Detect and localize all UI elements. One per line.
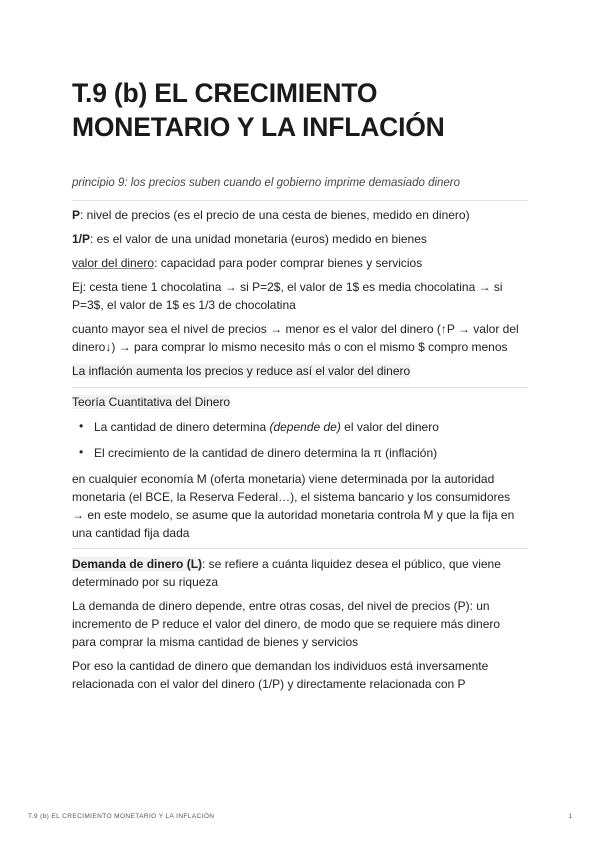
- economy-paragraph: [72, 470, 532, 542]
- example-paragraph: [72, 278, 532, 314]
- bullet-1-text: La cantidad de dinero determina: [94, 420, 270, 434]
- page-title: [72, 76, 542, 144]
- demand-line-1: [72, 555, 532, 573]
- demand-dependency-line-1: La demanda de dinero depende, entre otras cosas, del nivel de precios (P): un: [72, 599, 490, 613]
- divider: [72, 548, 528, 549]
- page-number: 1: [568, 813, 572, 820]
- inverse-p-definition-text: : es el valor de una unidad monetaria (euros) medido en bienes: [90, 232, 427, 246]
- economy-line-3: → en este modelo, se asume que la autoridad monetaria controla M y que la fija en: [72, 508, 515, 522]
- bullet-item-1: [94, 418, 524, 436]
- bullet-dot: •: [79, 445, 84, 459]
- bullet-dot: •: [79, 419, 84, 433]
- principle-text: : los precios suben cuando el gobierno imprime demasiado dinero: [124, 177, 461, 189]
- economy-line-2: monetaria (el BCE, la Reserva Federal…), el sistema bancario y los consumidores: [72, 490, 511, 504]
- money-value-definition: [72, 254, 532, 272]
- divider: [72, 387, 528, 388]
- money-value-term: valor del dinero: [72, 256, 155, 270]
- p-definition: [72, 206, 532, 224]
- higher-price-paragraph: [72, 320, 532, 356]
- higher-price-line-1: cuanto mayor sea el nivel de precios → menor es el valor del dinero (↑P → valor del: [72, 322, 519, 336]
- title-line-2: MONETARIO Y LA INFLACIÓN: [72, 112, 445, 142]
- inverse-p-definition: [72, 230, 532, 248]
- demand-dependency-line-2: incremento de P reduce el valor del dinero, de modo que se requiere más dinero: [72, 617, 501, 631]
- economy-line-1: en cualquier economía M (oferta monetaria) viene determinada por la autoridad: [72, 472, 495, 486]
- higher-price-line-2: dinero↓) → para comprar lo mismo necesito más o con el mismo $ compro menos: [72, 340, 508, 354]
- bullet-item-2: [94, 444, 524, 462]
- economy-line-4: una cantidad fija dada: [72, 526, 190, 540]
- theory-heading: [72, 393, 532, 411]
- inflation-statement: [72, 362, 532, 380]
- page-footer: T.9 (b) EL CRECIMIENTO MONETARIO Y LA INFLACIÓN: [28, 813, 215, 820]
- principle-caption: [72, 177, 460, 189]
- inflation-text: La inflación aumenta los precios y reduce así el valor del dinero: [72, 364, 411, 378]
- bullet-1-italic: (depende de): [269, 420, 341, 434]
- p-definition-text: : nivel de precios (es el precio de una cesta de bienes, medido en dinero): [80, 208, 470, 222]
- therefore-paragraph: [72, 657, 532, 693]
- example-line-2: P=3$, el valor de 1$ es 1/3 de chocolatina: [72, 298, 296, 312]
- demand-term: Demanda de dinero (L): [72, 557, 203, 571]
- bullet-2-text: El crecimiento de la cantidad de dinero determina la π (inflación): [94, 446, 438, 460]
- inverse-p-term: 1/P: [72, 232, 91, 246]
- money-value-text: : capacidad para poder comprar bienes y servicios: [154, 256, 423, 270]
- demand-definition: [72, 555, 532, 591]
- bullet-1-after: el valor del dinero: [340, 420, 439, 434]
- example-line-1: Ej: cesta tiene 1 chocolatina → si P=2$, el valor de 1$ es media chocolatina → si: [72, 280, 503, 294]
- principle-label: principio 9: [72, 177, 125, 189]
- demand-dependency-paragraph: [72, 597, 532, 651]
- demand-text-1: : se refiere a cuánta liquidez desea el público, que viene: [202, 557, 501, 571]
- divider: [72, 200, 528, 201]
- theory-heading-text: Teoría Cuantitativa del Dinero: [72, 395, 231, 409]
- title-line-1: T.9 (b) EL CRECIMIENTO: [72, 78, 378, 108]
- therefore-line-1: Por eso la cantidad de dinero que demandan los individuos está inversamente: [72, 659, 489, 673]
- therefore-line-2: relacionada con el valor del dinero (1/P) y directamente relacionada con P: [72, 677, 466, 691]
- demand-dependency-line-3: para comprar la misma cantidad de bienes y servicios: [72, 635, 359, 649]
- p-term: P: [72, 208, 81, 222]
- demand-text-2: determinado por su riqueza: [72, 575, 219, 589]
